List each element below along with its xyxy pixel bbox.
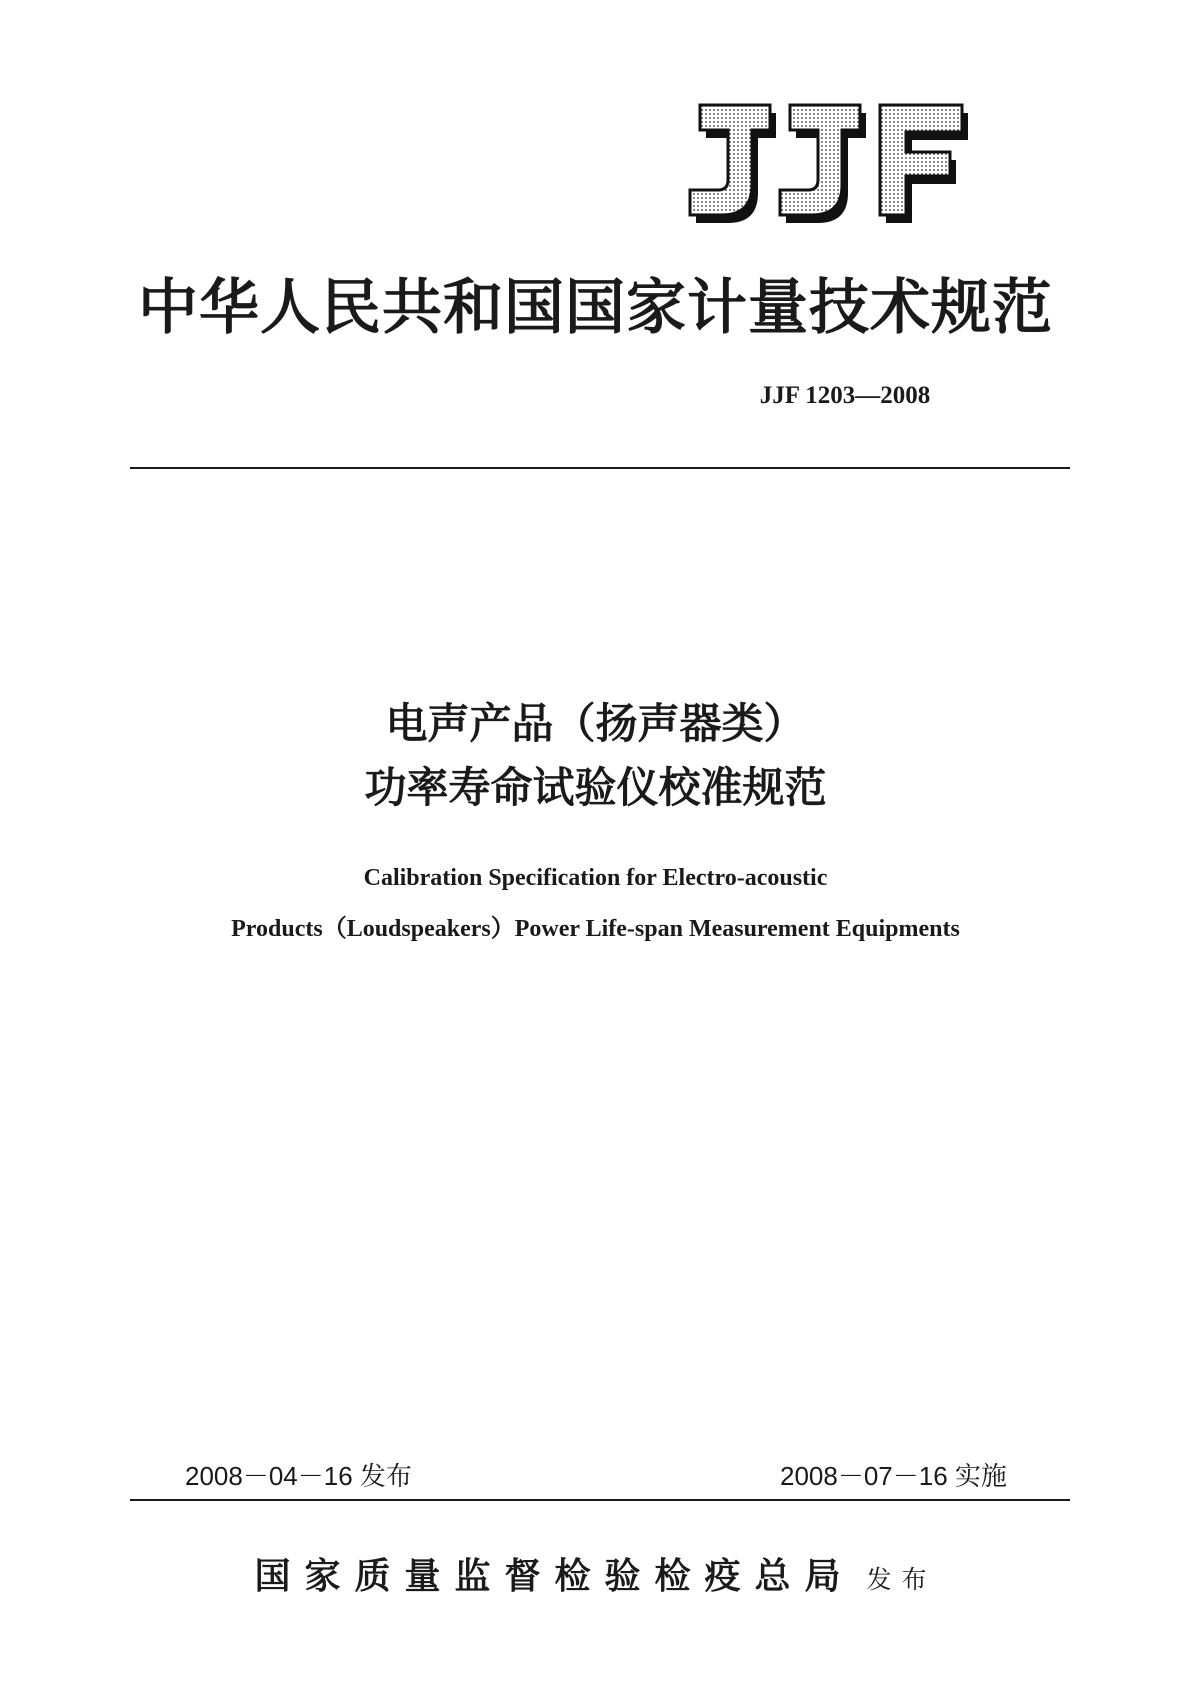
- publisher-name: 国家质量监督检验检疫总局: [254, 1555, 855, 1597]
- implementation-date: 2008－07－16 实施: [780, 1461, 1007, 1491]
- top-divider: [130, 467, 1070, 469]
- chinese-title-line-1: 电声产品（扬声器类）: [385, 699, 806, 748]
- spec-code: JJF 1203—2008: [759, 382, 931, 409]
- english-title-line-1: Calibration Specification for Electro-acoustic: [363, 865, 828, 891]
- bottom-divider: [130, 1499, 1070, 1501]
- standard-type-title: 中华人民共和国国家计量技术规范: [138, 273, 1053, 343]
- publisher-suffix: 发布: [866, 1565, 937, 1594]
- issue-date: 2008－04－16 发布: [185, 1461, 412, 1491]
- chinese-title-line-2: 功率寿命试验仪校准规范: [364, 763, 827, 812]
- english-title-line-2: Products（Loudspeakers）Power Life-span Measurement Equipments: [231, 916, 960, 942]
- jjf-logo: [680, 100, 980, 225]
- publisher: [0, 1548, 1191, 1599]
